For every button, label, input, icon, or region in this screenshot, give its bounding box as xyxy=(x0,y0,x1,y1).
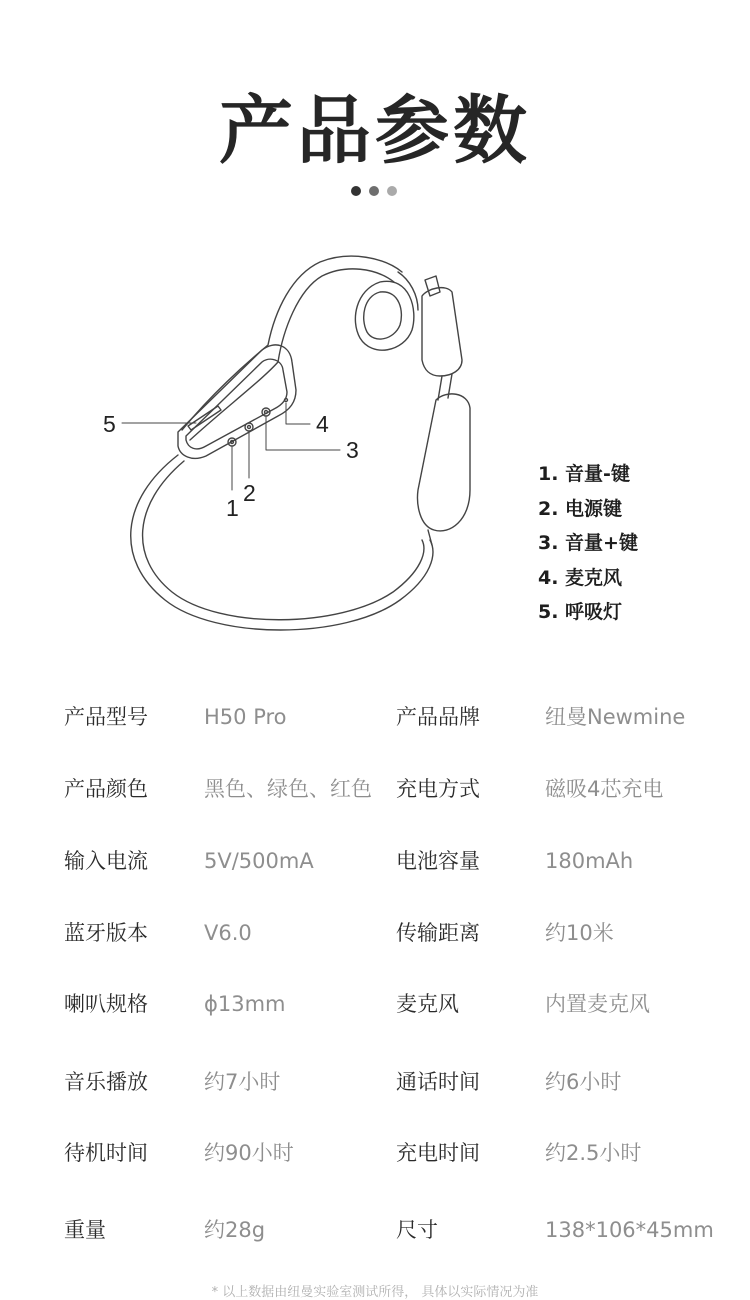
spec-row xyxy=(0,697,750,737)
spec-label: 喇叭规格 xyxy=(64,992,148,1016)
spec-value: ϕ13mm xyxy=(204,992,286,1016)
spec-label: 蓝牙版本 xyxy=(64,921,148,945)
pager-dot-2[interactable] xyxy=(369,186,379,196)
spec-value: 约10米 xyxy=(545,921,614,945)
spec-label: 产品颜色 xyxy=(64,777,148,801)
spec-label: 麦克风 xyxy=(396,992,459,1016)
spec-label: 重量 xyxy=(64,1218,106,1242)
callout-5: 5 xyxy=(103,411,116,437)
spec-value: H50 Pro xyxy=(204,705,287,729)
pager-dot-1[interactable] xyxy=(351,186,361,196)
legend-item: 1. 音量-键 xyxy=(538,463,630,485)
button-legend xyxy=(538,457,638,630)
spec-row xyxy=(0,1210,750,1250)
spec-value: 约2.5小时 xyxy=(545,1141,642,1165)
spec-value: 纽曼Newmine xyxy=(545,705,686,729)
spec-value: V6.0 xyxy=(204,921,252,945)
spec-value: 约28g xyxy=(204,1218,266,1242)
callout-4: 4 xyxy=(316,411,329,437)
spec-value: 磁吸4芯充电 xyxy=(545,777,664,801)
spec-label: 传输距离 xyxy=(396,921,480,945)
spec-value: 约6小时 xyxy=(545,1070,622,1094)
spec-label: 产品型号 xyxy=(64,705,148,729)
spec-row xyxy=(0,769,750,809)
spec-row xyxy=(0,1062,750,1102)
legend-item: 3. 音量+键 xyxy=(538,532,638,554)
spec-value: 内置麦克风 xyxy=(545,992,650,1016)
page-title: 产品参数 xyxy=(219,88,531,174)
callout-2: 2 xyxy=(243,480,256,506)
spec-value: 约90小时 xyxy=(204,1141,294,1165)
spec-label: 充电时间 xyxy=(396,1141,480,1165)
spec-value: 180mAh xyxy=(545,849,634,873)
spec-row xyxy=(0,841,750,881)
spec-label: 充电方式 xyxy=(396,777,480,801)
spec-label: 产品品牌 xyxy=(396,705,480,729)
spec-label: 电池容量 xyxy=(396,849,480,873)
legend-item: 5. 呼吸灯 xyxy=(538,601,623,623)
footnote: * 以上数据由纽曼实验室测试所得， 具体以实际情况为准 xyxy=(211,1285,539,1300)
callout-1: 1 xyxy=(226,495,239,521)
spec-row xyxy=(0,984,750,1024)
callout-3: 3 xyxy=(346,437,359,463)
legend-item: 2. 电源键 xyxy=(538,497,623,520)
spec-label: 音乐播放 xyxy=(64,1070,148,1094)
pager-dots xyxy=(351,186,397,196)
spec-row xyxy=(0,913,750,953)
pager-dot-3[interactable] xyxy=(387,186,397,196)
spec-row xyxy=(0,1133,750,1173)
spec-value: 黑色、绿色、红色 xyxy=(204,777,372,801)
spec-label: 尺寸 xyxy=(396,1218,438,1242)
spec-value: 138*106*45mm xyxy=(545,1218,714,1242)
spec-label: 通话时间 xyxy=(396,1070,480,1094)
spec-label: 待机时间 xyxy=(64,1141,148,1165)
spec-label: 输入电流 xyxy=(64,849,148,873)
spec-value: 约7小时 xyxy=(204,1070,281,1094)
legend-item: 4. 麦克风 xyxy=(538,566,623,589)
spec-value: 5V/500mA xyxy=(204,849,314,873)
